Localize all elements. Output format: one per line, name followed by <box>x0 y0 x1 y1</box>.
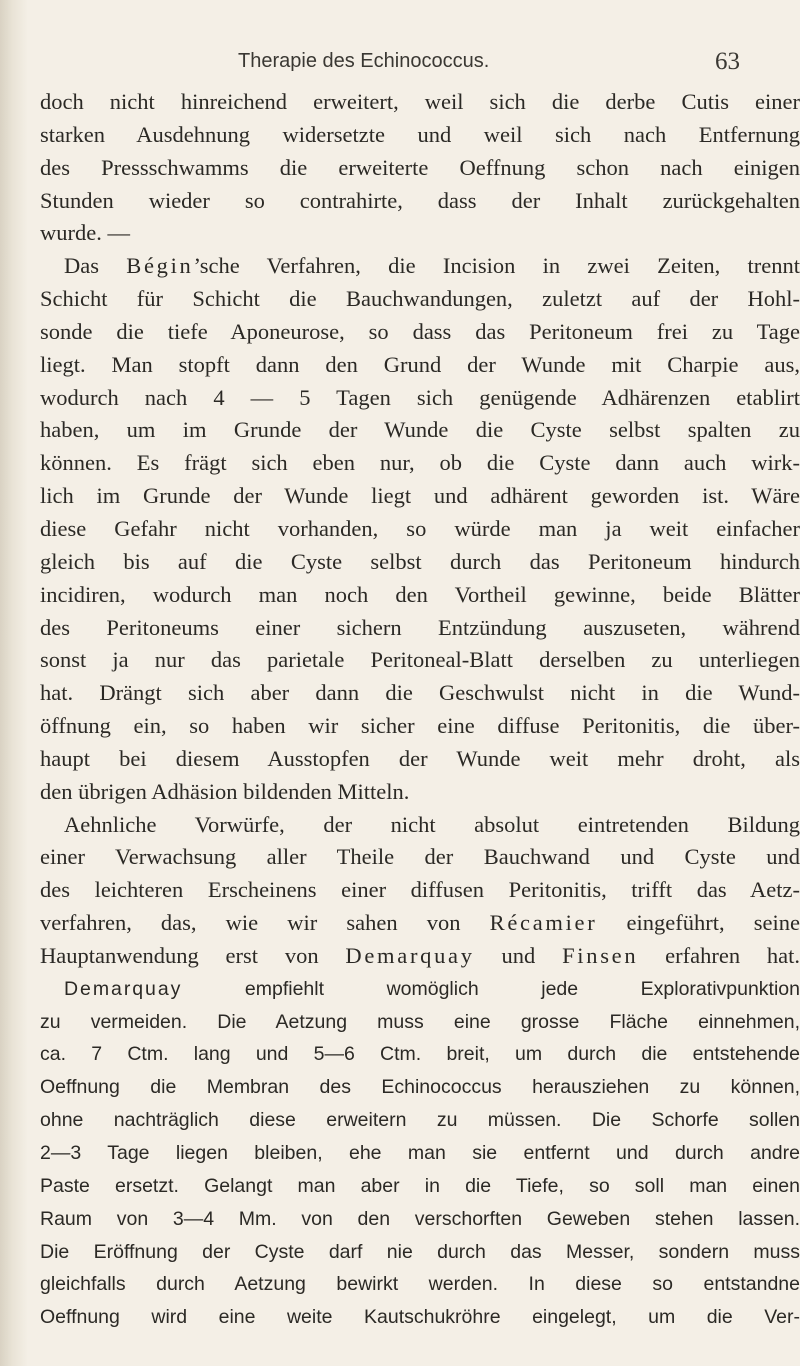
text-line <box>40 480 800 513</box>
line-text: 2—3 Tage liegen bleiben, ehe man sie entfernt und durch andre <box>40 1142 800 1164</box>
text-line <box>40 1203 800 1236</box>
line-text: lich im Grunde der Wunde liegt und adhärent geworden ist. Wäre <box>40 483 800 509</box>
line-text: sonst ja nur das parietale Peritoneal-Blatt derselben zu unterliegen <box>40 647 800 673</box>
text-line <box>40 119 800 152</box>
text-line <box>40 1137 800 1170</box>
line-text: haupt bei diesem Ausstopfen der Wunde weit mehr droht, als <box>40 745 800 771</box>
line-text: ohne nachträglich diese erweitern zu müssen. Die Schorfe sollen <box>40 1109 800 1132</box>
running-title: Therapie des Echinococcus. <box>238 50 490 72</box>
line-text: erfahren hat. <box>638 942 800 968</box>
text-line <box>40 1006 800 1039</box>
person-name: Récamier <box>489 910 598 936</box>
small-print-section <box>40 973 800 1334</box>
text-line <box>40 809 800 842</box>
person-name: Demarquay <box>345 942 475 968</box>
line-text: einer Verwachsung aller Theile der Bauchwand und Cyste und <box>40 844 800 870</box>
line-text: incidiren, wodurch man noch den Vortheil gewinne, beide Blätter <box>40 581 800 607</box>
text-line <box>40 1268 800 1301</box>
page-gutter-shadow <box>0 0 28 1366</box>
line-text: sonde die tiefe Aponeurose, so dass das Peritoneum frei zu Tage <box>40 318 800 344</box>
line-text: doch nicht hinreichend erweitert, weil sich die derbe Cutis einer <box>40 89 800 114</box>
line-text: wodurch nach 4 — 5 Tagen sich genügende Adhärenzen etablirt <box>40 384 800 410</box>
line-text: Paste ersetzt. Gelangt man aber in die Tiefe, so soll man einen <box>40 1174 800 1197</box>
text-line <box>40 612 800 645</box>
line-text: zu vermeiden. Die Aetzung muss eine grosse Fläche einnehmen, <box>40 1010 800 1033</box>
text-line <box>40 86 800 119</box>
text-line <box>40 1301 800 1334</box>
person-name: Finsen <box>562 942 639 968</box>
text-line <box>40 1104 800 1137</box>
line-text: können. Es frägt sich eben nur, ob die Cyste dann auch wirk- <box>40 450 800 476</box>
text-line <box>40 382 800 415</box>
line-text: Hauptanwendung erst von <box>40 942 346 968</box>
line-text: gleich bis auf die Cyste selbst durch das Peritoneum hindurch <box>40 548 800 574</box>
text-line <box>40 743 800 776</box>
line-text: eingeführt, seine <box>597 910 800 936</box>
text-line <box>40 1170 800 1203</box>
text-line <box>40 447 800 480</box>
text-line <box>40 217 800 250</box>
page-number: 63 <box>715 48 740 75</box>
text-line <box>40 1038 800 1071</box>
text-line <box>40 152 800 185</box>
line-text: des Peritoneums einer sichern Entzündung auszuseten, während <box>40 614 800 640</box>
text-line <box>40 841 800 874</box>
line-text: haben, um im Grunde der Wunde die Cyste selbst spalten zu <box>40 417 800 443</box>
line-text: Raum von 3—4 Mm. von den verschorften Geweben stehen lassen. <box>40 1207 800 1230</box>
text-line <box>40 1236 800 1269</box>
line-text: und <box>474 942 563 968</box>
line-text: wurde. — <box>40 220 130 246</box>
text-line <box>40 874 800 907</box>
line-text: gleichfalls durch Aetzung bewirkt werden. In diese so entstandne <box>40 1273 800 1296</box>
line-text: diese Gefahr nicht vorhanden, so würde man ja weit einfacher <box>40 515 800 541</box>
text-line <box>40 349 800 382</box>
text-line <box>40 414 800 447</box>
body-text <box>40 86 800 1334</box>
text-line <box>40 776 800 809</box>
line-text: Aehnliche Vorwürfe, der nicht absolut eintretenden Bildung <box>64 811 800 837</box>
text-line <box>40 907 800 940</box>
line-text: hat. Drängt sich aber dann die Geschwulst nicht in die Wund- <box>40 680 800 706</box>
text-line <box>40 940 800 973</box>
text-line <box>40 316 800 349</box>
line-text: den übrigen Adhäsion bildenden Mitteln. <box>40 778 410 804</box>
person-name: Bégin <box>126 253 194 279</box>
text-line <box>40 513 800 546</box>
text-line <box>40 1071 800 1104</box>
text-line <box>40 644 800 677</box>
text-line <box>40 710 800 743</box>
text-line <box>40 579 800 612</box>
running-header <box>0 48 800 78</box>
line-text: starken Ausdehnung widersetzte und weil sich nach Entfernung <box>40 121 800 147</box>
line-text: empfiehlt womöglich jede Explorativpunktion <box>182 977 800 1000</box>
line-text: Stunden wieder so contrahirte, dass der Inhalt zurückgehalten <box>40 187 800 213</box>
line-text: öffnung ein, so haben wir sicher eine diffuse Peritonitis, die über- <box>40 713 800 739</box>
line-text: Schicht für Schicht die Bauchwandungen, zuletzt auf der Hohl- <box>40 286 800 312</box>
person-name: Demarquay <box>64 977 183 1000</box>
line-text: liegt. Man stopft dann den Grund der Wunde mit Charpie aus, <box>40 351 800 377</box>
text-line <box>40 546 800 579</box>
line-text: des leichteren Erscheinens einer diffusen Peritonitis, trifft das Aetz- <box>40 877 800 903</box>
line-text: Oeffnung wird eine weite Kautschukröhre eingelegt, um die Ver- <box>40 1306 800 1329</box>
line-text: Das <box>64 253 127 279</box>
line-text: Oeffnung die Membran des Echinococcus herausziehen zu können, <box>40 1076 800 1099</box>
text-line <box>40 185 800 218</box>
line-text: verfahren, das, wie wir sahen von <box>40 910 490 936</box>
text-line <box>40 677 800 710</box>
text-line <box>40 283 800 316</box>
text-line <box>40 973 800 1006</box>
line-text: ca. 7 Ctm. lang und 5—6 Ctm. breit, um durch die entstehende <box>40 1043 800 1066</box>
line-text: ’sche Verfahren, die Incision in zwei Zeiten, trennt <box>193 253 800 279</box>
line-text: des Pressschwamms die erweiterte Oeffnung schon nach einigen <box>40 154 800 180</box>
line-text: Die Eröffnung der Cyste darf nie durch das Messer, sondern muss <box>40 1240 800 1263</box>
text-line <box>40 250 800 283</box>
